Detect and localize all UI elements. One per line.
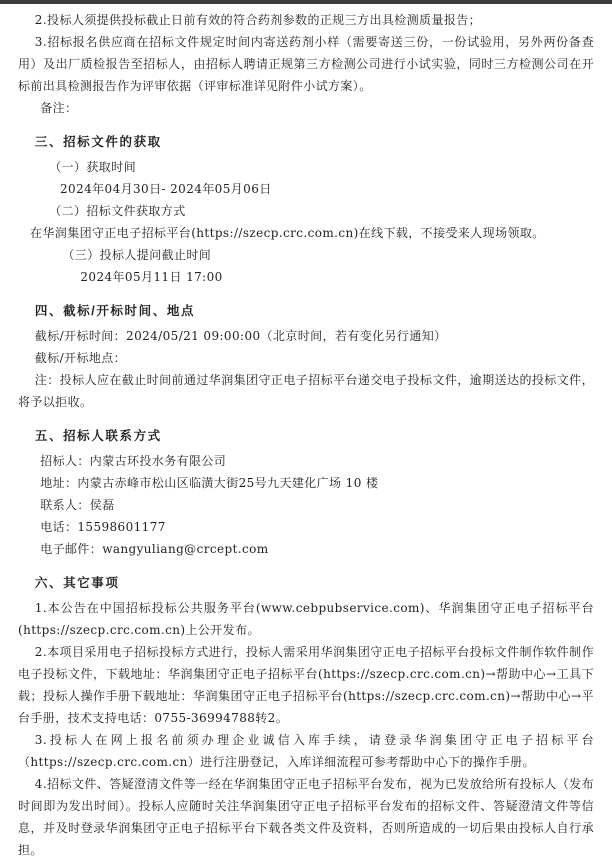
section-6-heading: 六、其它事项	[34, 576, 120, 590]
bid-deadline-time: 截标/开标时间：2024/05/21 09:00:00（北京时间，若有变化另行通知）	[34, 329, 447, 343]
bid-opening-place: 截标/开标地点：	[34, 351, 127, 365]
acquisition-method-label: （二）招标文件获取方式	[49, 204, 186, 218]
other-matters-item-2: 2.本项目采用电子招标投标方式进行，投标人需采用华润集团守正电子招标平台投标文件制作软件制作电子投标文件，下载地址：华润集团守正电子招标平台(https://szecp.crc.com.cn)→帮助中心→工具下载；投标人操作手册下载地址：华润集团守正电子招标平台(https://szecp.crc.com.cn)→帮助中心→平台手册，技术支持电话：0755-36994788转2。	[18, 645, 594, 725]
tender-notice-document	[0, 4, 612, 861]
section-5-heading: 五、招标人联系方式	[34, 429, 162, 443]
clause-2-text: 2.投标人须提供投标截止日前有效的符合药剂参数的正规三方出具检测质量报告；	[34, 13, 482, 27]
address-line: 地址：内蒙古赤峰市松山区临潢大街25号九天建化广场 10 楼	[40, 476, 379, 490]
phone-line: 电话：15598601177	[40, 520, 166, 534]
email-line: 电子邮件：wangyuliang@crcept.com	[40, 542, 269, 556]
other-matters-item-4: 4.招标文件、答疑澄清文件等一经在华润集团守正电子招标平台发布，视为已发放给所有投标人（发布时间即为发出时间）。投标人应随时关注华润集团守正电子招标平台发布的招标文件、答疑澄清文件等信息，并及时登录华润集团守正电子招标平台下载各类文件及资料，否则所造成的一切后果由投标人自行承担。	[18, 777, 594, 857]
acquisition-time-label: （一）获取时间	[49, 160, 136, 174]
section-3-heading: 三、招标文件的获取	[34, 135, 162, 149]
late-submission-note: 注：投标人应在截止时间前通过华润集团守正电子招标平台递交电子投标文件，逾期送达的投标文件，将予以拒收。	[18, 373, 594, 409]
question-deadline-value: 2024年05月11日 17:00	[80, 270, 223, 284]
question-deadline-label: （三）投标人提问截止时间	[62, 248, 212, 262]
tenderee-line: 招标人：内蒙古环投水务有限公司	[40, 454, 227, 468]
remarks-label: 备注：	[40, 101, 78, 115]
clause-3-text: 3.招标报名供应商在招标文件规定时间内寄送药剂小样（需要寄送三份，一份试验用，另外两份备查用）及出厂质检报告至招标人，由招标人聘请正规第三方检测公司进行小试实验，同时三方检测公司在开标前出具检测报告作为评审依据（评审标准详见附件小试方案）。	[18, 35, 594, 93]
other-matters-item-3: 3.投标人在网上报名前须办理企业诚信入库手续，请登录华润集团守正电子招标平台（https://szecp.crc.com.cn）进行注册登记，入库详细流程可参考帮助中心下的操作手册。	[18, 733, 594, 769]
acquisition-time-value: 2024年04月30日- 2024年05月06日	[60, 182, 272, 196]
contact-person-line: 联系人：侯磊	[40, 498, 115, 512]
other-matters-item-1: 1.本公告在中国招标投标公共服务平台(www.cebpubservice.com)、华润集团守正电子招标平台(https://szecp.crc.com.cn)上公开发布。	[18, 601, 594, 637]
section-4-heading: 四、截标/开标时间、地点	[34, 304, 196, 318]
acquisition-method-value: 在华润集团守正电子招标平台(https://szecp.crc.com.cn)在线下载，不接受来人现场领取。	[30, 226, 545, 240]
